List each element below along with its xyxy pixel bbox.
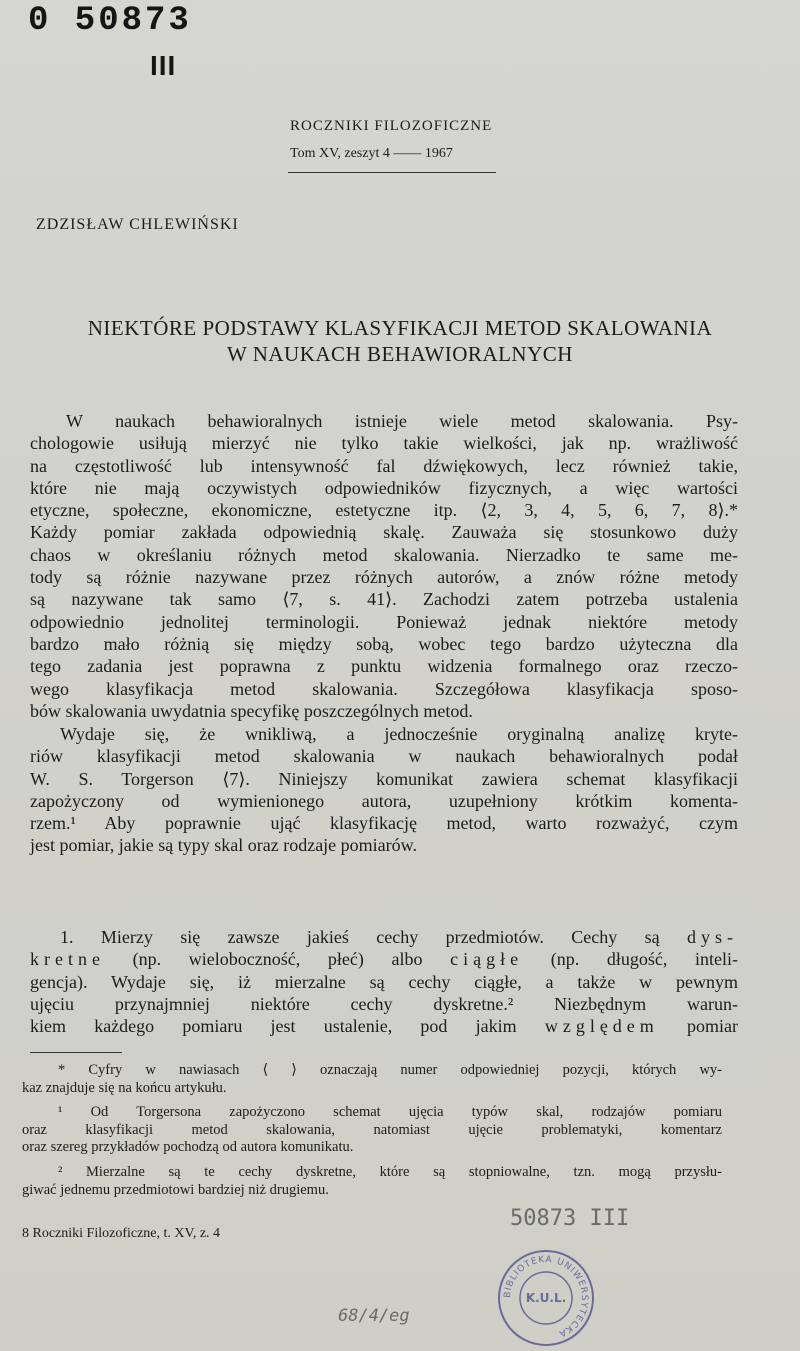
text-line: tego zadania jest poprawna z punktu widzenia formalnego oraz rzeczo- — [30, 656, 738, 677]
text-line: ² Mierzalne są te cechy dyskretne, które są stopniowalne, tzn. mogą przysłu- — [58, 1164, 722, 1180]
text-line: są nazywane tak samo ⟨7, s. 41⟩. Zachodzi zatem potrzeba ustalenia — [30, 589, 738, 610]
paragraph-1 — [30, 410, 738, 722]
text-line: W. S. Torgerson ⟨7⟩. Niniejszy komunikat zawiera schemat klasyfikacji — [30, 768, 738, 789]
text-line: oraz klasyfikacji metod skalowania, natomiast ujęcie problematyki, komentarz — [22, 1121, 722, 1138]
footnote-rule — [30, 1052, 122, 1053]
library-stamp — [496, 1248, 596, 1348]
text-line: zapożyczony od wymienionego autora, uzupełniony krótkim komenta- — [30, 790, 738, 811]
text-line: ujęciu przynajmniej niektóre cechy dyskretne.² Niezbędnym warun- — [30, 993, 738, 1014]
text-line: wego klasyfikacja metod skalowania. Szczegółowa klasyfikacja sposo- — [30, 678, 738, 699]
text-line: gencja). Wydaje się, iż mierzalne są cechy ciągłe, a także w pewnym — [30, 971, 738, 992]
text-line: oraz szereg przykładów pochodzą od autora komunikatu. — [22, 1139, 354, 1156]
header-rule — [288, 172, 496, 173]
handwritten-number: 50873 III — [510, 1206, 630, 1231]
handwritten-date: 68/4/eg — [338, 1306, 410, 1326]
text-line: kretne (np. wieloboczność, płeć) albo ciągłe (np. długość, inteli- — [30, 949, 738, 970]
text-line: rzem.¹ Aby poprawnie ująć klasyfikację metod, warto rozważyć, czym — [30, 813, 738, 834]
svg-text:K.U.L.: K.U.L. — [525, 1291, 567, 1305]
text-line: kiem każdego pomiaru jest ustalenie, pod jakim względem pomiar — [30, 1016, 738, 1037]
call-number-suffix: III — [150, 50, 177, 81]
text-line: które nie mają oczywistych odpowiedników fizycznych, a więc wartości — [30, 477, 738, 498]
svg-text:BIBLIOTEKA UNIWERSYTECKA: BIBLIOTEKA UNIWERSYTECKA — [502, 1254, 590, 1339]
page-footer: 8 Roczniki Filozoficzne, t. XV, z. 4 — [22, 1226, 221, 1241]
text-line: bów skalowania uwydatnia specyfikę poszczególnych metod. — [30, 700, 473, 721]
text-line: 1. Mierzy się zawsze jakieś cechy przedmiotów. Cechy są dys- — [60, 927, 738, 947]
journal-issue: Tom XV, zeszyt 4 —— 1967 — [290, 146, 453, 161]
text-line: * Cyfry w nawiasach ⟨ ⟩ oznaczają numer odpowiedniej pozycji, których wy- — [58, 1062, 722, 1078]
footnote-asterisk — [22, 1062, 722, 1097]
article-title-line-1: NIEKTÓRE PODSTAWY KLASYFIKACJI METOD SKALOWANIA — [87, 316, 713, 340]
article-title-line-2: W NAUKACH BEHAWIORALNYCH — [227, 342, 573, 366]
text-line: Wydaje się, że wnikliwą, a jednocześnie oryginalną analizę kryte- — [60, 724, 738, 744]
text-line: bardzo mało różnią się między sobą, wobec tego bardzo użyteczna dla — [30, 633, 738, 654]
paragraph-2 — [30, 723, 738, 857]
text-line: riów klasyfikacji metod skalowania w naukach behawioralnych podał — [30, 746, 738, 767]
paragraph-3 — [30, 926, 738, 1037]
footnote-2 — [22, 1164, 722, 1199]
text-line: etyczne, społeczne, ekonomiczne, estetyczne itp. ⟨2, 3, 4, 5, 6, 7, 8⟩.* — [30, 500, 738, 521]
text-line: odpowiednio jednolitej terminologii. Ponieważ jednak niektóre metody — [30, 611, 738, 632]
text-line: giwać jednemu przedmiotowi bardziej niż drugiemu. — [22, 1181, 329, 1198]
journal-name: ROCZNIKI FILOZOFICZNE — [290, 118, 493, 134]
text-line: ¹ Od Torgersona zapożyczono schemat ujęcia typów skal, rodzajów pomiaru — [58, 1104, 722, 1120]
text-line: tody są różnie nazywane przez różnych autorów, a znów różne metody — [30, 567, 738, 588]
text-line: jest pomiar, jakie są typy skal oraz rodzaje pomiarów. — [30, 835, 417, 856]
footnote-1 — [22, 1104, 722, 1157]
text-line: na częstotliwość lub intensywność fal dźwiękowych, lecz również takie, — [30, 455, 738, 476]
text-line: Każdy pomiar zakłada odpowiednią skalę. Zauważa się stosunkowo duży — [30, 522, 738, 543]
text-line: chologowie usiłują mierzyć nie tylko takie wielkości, jak np. wrażliwość — [30, 433, 738, 454]
text-line: W naukach behawioralnych istnieje wiele metod skalowania. Psy- — [66, 411, 738, 431]
text-line: kaz znajduje się na końcu artykułu. — [22, 1079, 227, 1096]
author-name: ZDZISŁAW CHLEWIŃSKI — [36, 216, 239, 233]
text-line: chaos w określaniu różnych metod skalowania. Nierzadko te same me- — [30, 544, 738, 565]
call-number: 0 50873 — [28, 2, 192, 40]
